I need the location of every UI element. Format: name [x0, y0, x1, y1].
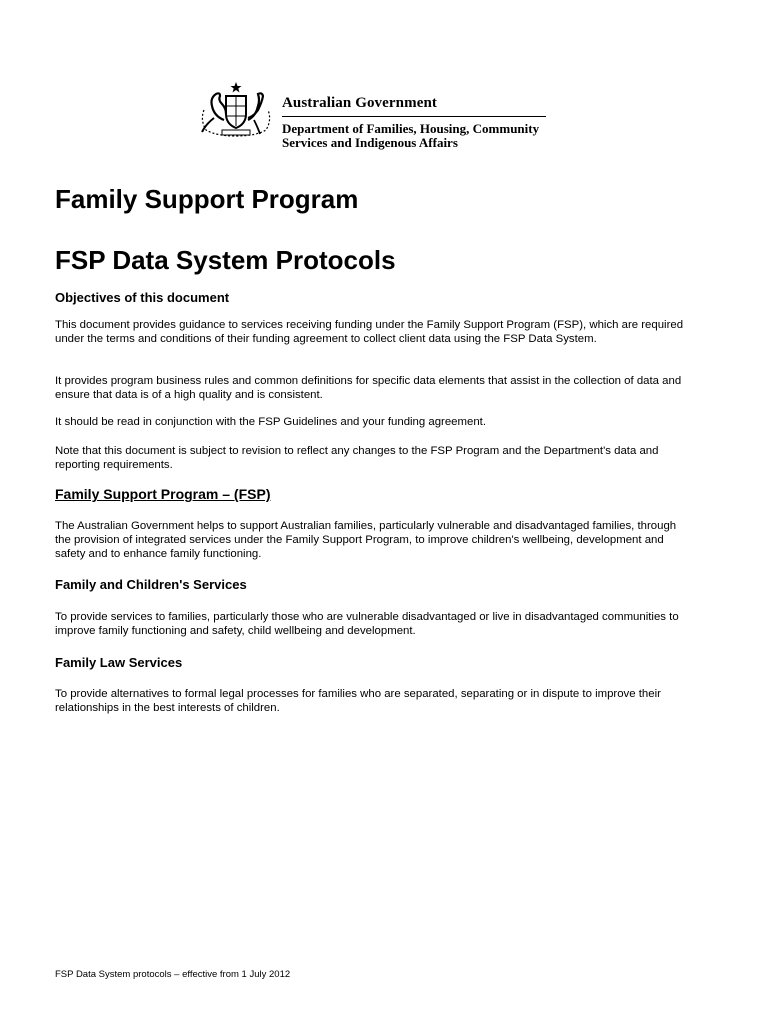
subsection-heading: Family and Children's Services [55, 577, 247, 592]
subsection-paragraph: To provide services to families, particularly those who are vulnerable disadvantaged or live in disadvantaged communities to improve family functioning and safety, child wellbeing and development. [55, 611, 679, 637]
section-paragraph: The Australian Government helps to support Australian families, particularly vulnerable and disadvantaged families, through the provision of integrated services under the Family Support Program, to improve children's wellbeing, development and safety and to enhance family functioning. [55, 520, 677, 560]
government-name: Australian Government [282, 95, 438, 111]
page-footer: FSP Data System protocols – effective from 1 July 2012 [55, 969, 291, 980]
document-title: Family Support Program [55, 184, 359, 214]
subsection-paragraph: To provide alternatives to formal legal processes for families who are separated, separating or in dispute to improve their relationships in the best interests of children. [55, 688, 661, 714]
objectives-heading: Objectives of this document [55, 290, 230, 305]
paragraph: This document provides guidance to services receiving funding under the Family Support Program (FSP), which are required under the terms and conditions of their funding agreement to collect client data using the FSP Data System. [55, 319, 684, 345]
paragraph: It should be read in conjunction with the FSP Guidelines and your funding agreement. [55, 416, 487, 428]
logo-divider [282, 116, 546, 117]
section-heading: Family Support Program – (FSP) [55, 486, 271, 502]
subsection-heading: Family Law Services [55, 655, 183, 670]
government-logo [196, 80, 556, 152]
paragraph: It provides program business rules and common definitions for specific data elements that assist in the collection of data and ensure that data is of a high quality and is consistent. [55, 375, 682, 401]
department-name: Department of Families, Housing, Community Services and Indigenous Affairs [282, 121, 540, 150]
coat-of-arms-icon [196, 80, 276, 140]
logo-text [282, 94, 562, 150]
document-subtitle: FSP Data System Protocols [55, 245, 396, 275]
paragraph: Note that this document is subject to revision to reflect any changes to the FSP Program and the Department's data and reporting requirements. [55, 445, 659, 471]
